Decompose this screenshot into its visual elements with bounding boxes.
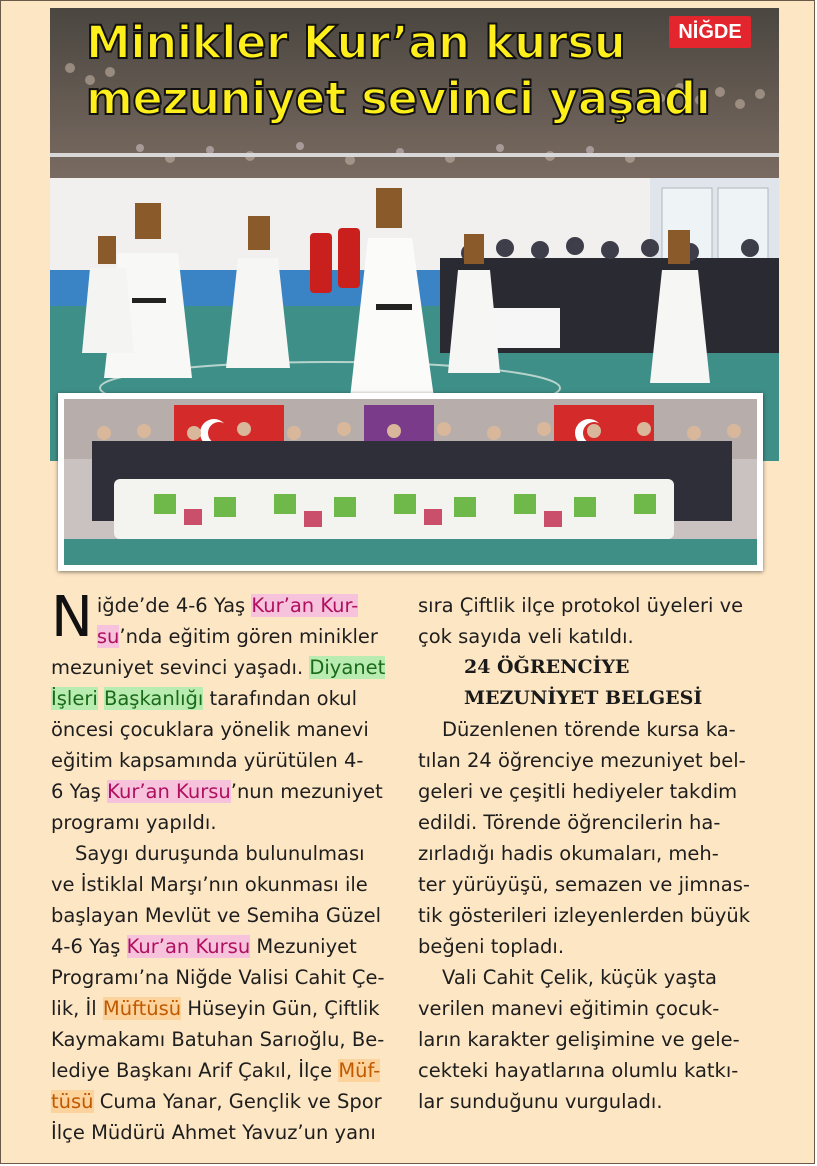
text-line: [51, 1117, 401, 1148]
highlighted-term: Başkanlığı: [103, 687, 204, 710]
text-segment: İlçe Müdürü Ahmet Yavuz’un yanı: [51, 1121, 376, 1144]
text-line: zırladığı hadis okumaları, meh-: [418, 842, 719, 865]
text-segment: öncesi çocuklara yönelik manevi: [51, 718, 369, 741]
highlighted-term: İşleri: [51, 687, 98, 710]
text-segment: ’nun mezuniyet: [230, 780, 383, 803]
text-line: [51, 1024, 401, 1055]
highlighted-term: Kur’an Kursu: [107, 780, 231, 803]
highlighted-term: Diyanet: [309, 656, 386, 679]
text-segment: Mezuniyet: [250, 935, 357, 958]
subheading: [418, 652, 778, 714]
text-line: çok sayıda veli katıldı.: [418, 625, 634, 648]
text-segment: 6 Yaş: [51, 780, 108, 803]
article-right-column: [418, 590, 778, 1117]
text-line: [51, 776, 401, 807]
text-segment: Hüseyin Gün, Çiftlik: [181, 997, 380, 1020]
highlighted-term: Müf-: [338, 1059, 381, 1082]
headline-line-2: mezuniyet sevinci yaşadı: [86, 72, 711, 125]
text-line: [51, 745, 401, 776]
right-column-body: [418, 714, 778, 1117]
text-line: [51, 652, 401, 683]
text-line: [51, 590, 401, 621]
region-badge: NİĞDE: [669, 16, 751, 48]
text-line: ter yürüyüşü, semazen ve jimnas-: [418, 873, 750, 896]
text-line: cekteki hayatlarına olumlu katkı-: [418, 1059, 739, 1082]
text-line: sıra Çiftlik ilçe protokol üyeleri ve: [418, 594, 744, 617]
text-segment: lediye Başkanı Arif Çakıl, İlçe: [51, 1059, 339, 1082]
text-line: [51, 900, 401, 931]
highlighted-term: Kur’an Kursu: [126, 935, 251, 958]
text-segment: ve İstiklal Marşı’nın okunması ile: [51, 873, 368, 896]
text-segment: Saygı duruşunda bulunulması: [75, 842, 365, 865]
text-segment: Cuma Yanar, Gençlik ve Spor: [93, 1090, 382, 1113]
text-line: edildi. Törende öğrencilerin ha-: [418, 811, 721, 834]
text-line: [51, 869, 401, 900]
text-line: [51, 993, 401, 1024]
text-segment: eğitim kapsamında yürütülen 4-: [51, 749, 364, 772]
text-line: verilen manevi eğitimin çocuk-: [418, 997, 720, 1020]
text-segment: mezuniyet sevinci yaşadı.: [51, 656, 310, 679]
text-line: [51, 931, 401, 962]
text-line: [51, 1086, 401, 1117]
subheading-line-1: 24 ÖĞRENCİYE: [464, 656, 630, 678]
headline-line-1: Minikler Kur’an kursu: [86, 16, 626, 69]
text-line: Düzenlenen törende kursa ka-: [442, 718, 736, 741]
text-line: tılan 24 öğrenciye mezuniyet bel-: [418, 749, 746, 772]
graduates-group-image: [64, 399, 757, 565]
text-line: [51, 1055, 401, 1086]
right-column-continuation: [418, 590, 778, 652]
text-segment: 4-6 Yaş: [51, 935, 127, 958]
text-line: [51, 683, 401, 714]
highlighted-term: su: [96, 625, 120, 648]
text-line: Vali Cahit Çelik, küçük yaşta: [442, 966, 717, 989]
text-line: lar sunduğunu vurguladı.: [418, 1090, 663, 1113]
text-line: geleri ve çeşitli hediyeler takdim: [418, 780, 738, 803]
text-segment: Programı’na Niğde Valisi Cahit Çe-: [51, 966, 385, 989]
text-line: beğeni topladı.: [418, 935, 565, 958]
highlighted-term: tüsü: [51, 1090, 94, 1113]
highlighted-term: Müftüsü: [102, 997, 182, 1020]
text-line: ların karakter gelişimine ve gele-: [418, 1028, 740, 1051]
text-segment: lik, İl: [51, 997, 103, 1020]
headline: [86, 15, 710, 127]
article-left-column: [51, 585, 401, 1148]
text-line: [51, 838, 401, 869]
text-line: [51, 807, 401, 838]
subheading-line-2: MEZUNİYET BELGESİ: [464, 687, 703, 709]
text-segment: Kaymakamı Batuhan Sarıoğlu, Be-: [51, 1028, 385, 1051]
text-segment: başlayan Mevlüt ve Semiha Güzel: [51, 904, 382, 927]
dropcap-letter: N: [51, 585, 93, 650]
text-line: tik gösterileri izleyenlerden büyük: [418, 904, 751, 927]
text-line: [51, 621, 401, 652]
text-segment: programı yapıldı.: [51, 811, 217, 834]
text-segment: iğde’de 4-6 Yaş: [96, 594, 252, 617]
text-line: [51, 714, 401, 745]
text-line: [51, 962, 401, 993]
highlighted-term: Kur’an Kur-: [251, 594, 359, 617]
text-segment: ’nda eğitim gören minikler: [119, 625, 378, 648]
left-column-lines: [51, 585, 401, 1148]
text-segment: tarafından okul: [203, 687, 358, 710]
inset-photo-graduates: [58, 393, 763, 571]
